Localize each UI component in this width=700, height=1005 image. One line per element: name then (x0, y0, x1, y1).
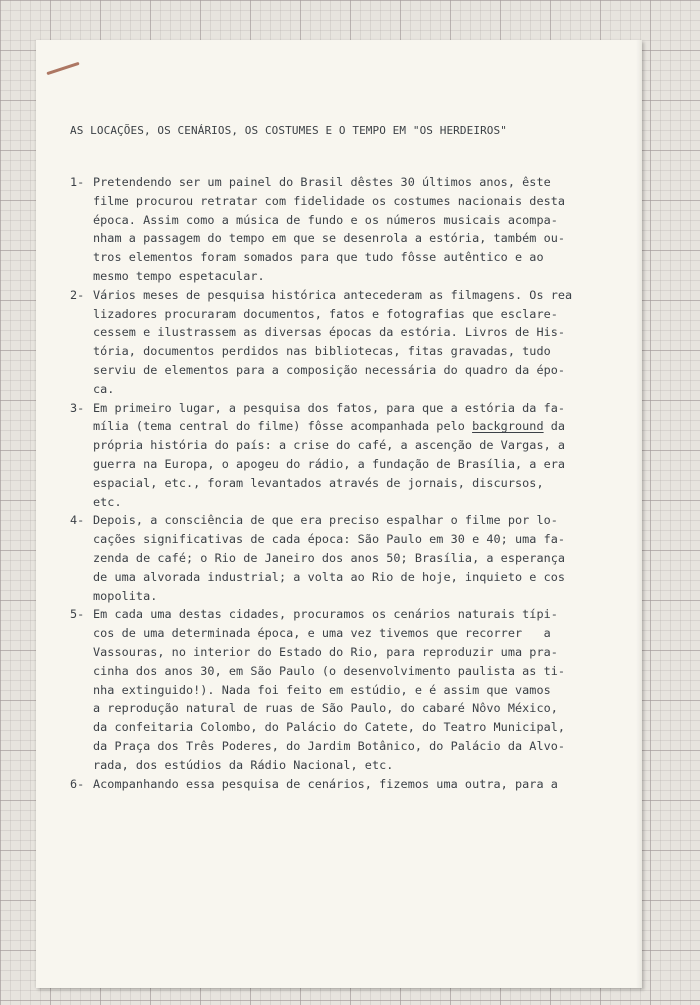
paragraph-2 (70, 286, 630, 399)
text-line: ca. (93, 381, 115, 396)
typed-sheet (36, 40, 642, 988)
paragraph-number: 4- (70, 513, 85, 528)
text-line: época. Assim como a música de fundo e os números musicais acompa- (93, 212, 558, 227)
text-line: tros elementos foram somados para que tudo fôsse autêntico e ao (93, 250, 544, 265)
text-line: de uma alvorada industrial; a volta ao Rio de hoje, inquieto e cos (93, 569, 566, 584)
text-line: Vassouras, no interior do Estado do Rio, para reproduzir uma pra- (93, 644, 558, 659)
text-line: cinha dos anos 30, em São Paulo (o desenvolvimento paulista as ti- (93, 663, 566, 678)
paragraph-6 (70, 775, 630, 794)
text-line: Em primeiro lugar, a pesquisa dos fatos, para que a estória da fa- (93, 400, 566, 415)
text-line: tória, documentos perdidos nas bibliotecas, fitas gravadas, tudo (93, 344, 551, 359)
document-title: AS LOCAÇÕES, OS CENÁRIOS, OS COSTUMES E O TEMPO EM "OS HERDEIROS" (70, 124, 507, 137)
text-line: Vários meses de pesquisa histórica antecederam as filmagens. Os rea (93, 287, 573, 302)
text-line: da confeitaria Colombo, do Palácio do Catete, do Teatro Municipal, (93, 720, 566, 735)
paragraph-number: 2- (70, 287, 85, 302)
text-line: Acompanhando essa pesquisa de cenários, fizemos uma outra, para a (93, 776, 558, 791)
text-line: cessem e ilustrassem as diversas épocas da estória. Livros de His- (93, 325, 566, 340)
text-line: etc. (93, 494, 122, 509)
paragraph-lines (93, 511, 630, 605)
text-line: da Praça dos Três Poderes, do Jardim Botânico, do Palácio da Alvo- (93, 738, 566, 753)
text-line: lizadores procuraram documentos, fatos e fotografias que esclare- (93, 306, 558, 321)
paragraph-lines (93, 399, 630, 512)
text-line: própria história do país: a crise do café, a ascenção de Vargas, a (93, 438, 566, 453)
paragraph-4 (70, 511, 630, 605)
text-line: Em cada uma destas cidades, procuramos os cenários naturais típi- (93, 607, 558, 622)
text-line: nha extinguido!). Nada foi feito em estúdio, e é assim que vamos (93, 682, 551, 697)
text-line: a reprodução natural de ruas de São Paulo, do cabaré Nôvo México, (93, 701, 558, 716)
text-line: nham a passagem do tempo em que se desenrola a estória, também ou- (93, 231, 566, 246)
text-line: cos de uma determinada época, e uma vez tivemos que recorrer a (93, 626, 551, 641)
paragraph-number: 1- (70, 175, 85, 189)
text-line: mília (tema central do filme) fôsse acompanhada pelo background da (93, 419, 566, 434)
paragraph-lines (93, 173, 630, 286)
text-line: serviu de elementos para a composição necessária do quadro da épo- (93, 362, 566, 377)
text-line: Depois, a consciência de que era preciso espalhar o filme por lo- (93, 513, 558, 528)
paragraph-5 (70, 605, 630, 774)
text-line: rada, dos estúdios da Rádio Nacional, etc. (93, 757, 394, 772)
document-body (70, 173, 630, 793)
paragraph-lines (93, 605, 630, 774)
paragraph-number: 5- (70, 607, 85, 622)
underlined-word: background (472, 419, 544, 434)
text-line: mesmo tempo espetacular. (93, 268, 265, 283)
paragraph-lines (93, 775, 630, 794)
paragraph-lines (93, 286, 630, 399)
text-line: zenda de café; o Rio de Janeiro dos anos 50; Brasília, a esperança (93, 550, 566, 565)
paragraph-number: 3- (70, 400, 85, 415)
text-line: mopolita. (93, 588, 158, 603)
text-line: espacial, etc., foram levantados através de jornais, discursos, (93, 475, 544, 490)
paragraph-1 (70, 173, 630, 286)
text-line: guerra na Europa, o apogeu do rádio, a fundação de Brasília, a era (93, 456, 566, 471)
paragraph-number: 6- (70, 776, 85, 791)
pencil-mark (46, 62, 79, 75)
text-line: Pretendendo ser um painel do Brasil dêstes 30 últimos anos, êste (93, 175, 551, 189)
paragraph-3 (70, 399, 630, 512)
text-line: cações significativas de cada época: São Paulo em 30 e 40; uma fa- (93, 532, 566, 547)
text-line: filme procurou retratar com fidelidade os costumes nacionais desta (93, 193, 566, 208)
